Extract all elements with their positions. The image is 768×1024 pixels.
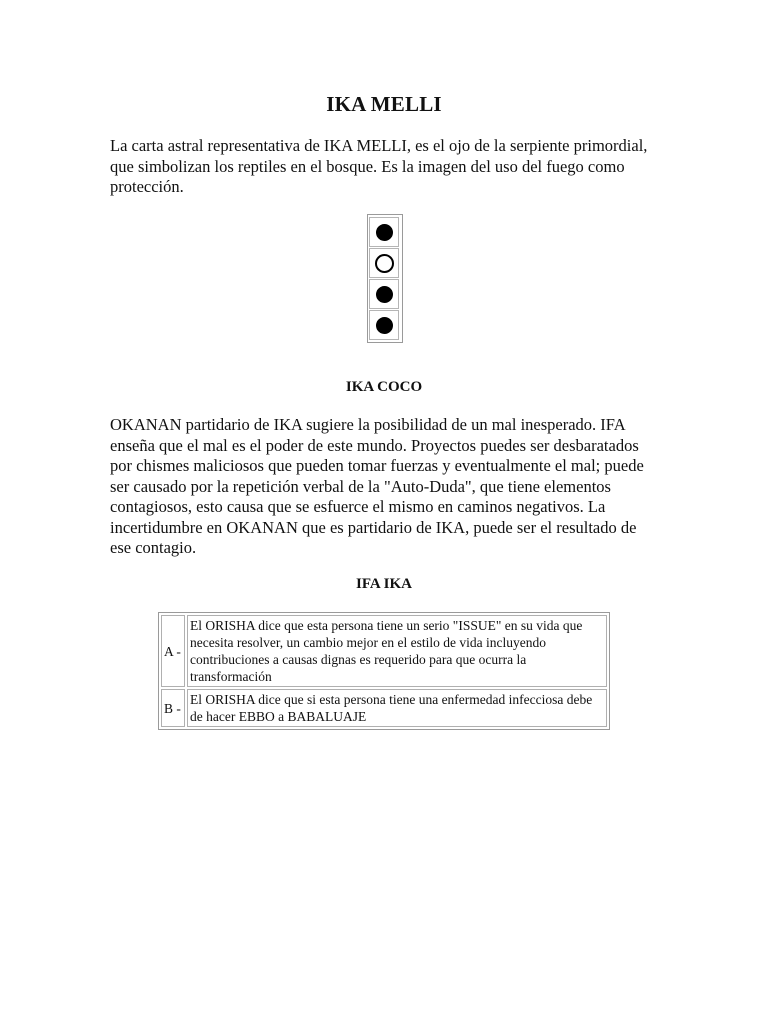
row-key: A - [161, 615, 185, 687]
page-title: IKA MELLI [326, 92, 442, 116]
section-heading-ika-coco: IKA COCO [345, 379, 423, 395]
figure-cell [369, 310, 399, 340]
odu-figure [367, 214, 403, 343]
table-row [161, 689, 607, 727]
section-heading-ifa-ika: IFA IKA [356, 576, 412, 592]
open-circle-icon [375, 254, 394, 273]
row-text: El ORISHA dice que esta persona tiene un serio "ISSUE" en su vida que necesita resolver, un cambio mejor en el estilo de vida incluyendo contribuciones a causas dignas es requerido para que ocurra la transformación [187, 615, 607, 687]
row-key: B - [161, 689, 185, 727]
row-text: El ORISHA dice que si esta persona tiene una enfermedad infecciosa debe de hacer EBBO a BABALUAJE [187, 689, 607, 727]
table-row [161, 615, 607, 687]
figure-cell [369, 217, 399, 247]
intro-paragraph: La carta astral representativa de IKA MELLI, es el ojo de la serpiente primordial, que simbolizan los reptiles en el bosque. Es la imagen del uso del fuego como protección. [110, 136, 648, 196]
filled-circle-icon [376, 286, 393, 303]
filled-circle-icon [376, 224, 393, 241]
figure-cell [369, 248, 399, 278]
ika-coco-paragraph: OKANAN partidario de IKA sugiere la posibilidad de un mal inesperado. IFA enseña que el mal es el poder de este mundo. Proyectos puedes ser desbaratados por chismes maliciosos que pueden tomar fuerzas y eventualmente el mal; puede ser causado por la repetición verbal de la "Auto-Duda", que tiene elementos contagiosos, esto causa que se esfuerce el mismo en caminos negativos. La incertidumbre en OKANAN que es partidario de IKA, puede ser el resultado de ese contagio. [110, 415, 644, 557]
figure-cell [369, 279, 399, 309]
filled-circle-icon [376, 317, 393, 334]
ifa-ika-table [158, 612, 610, 730]
